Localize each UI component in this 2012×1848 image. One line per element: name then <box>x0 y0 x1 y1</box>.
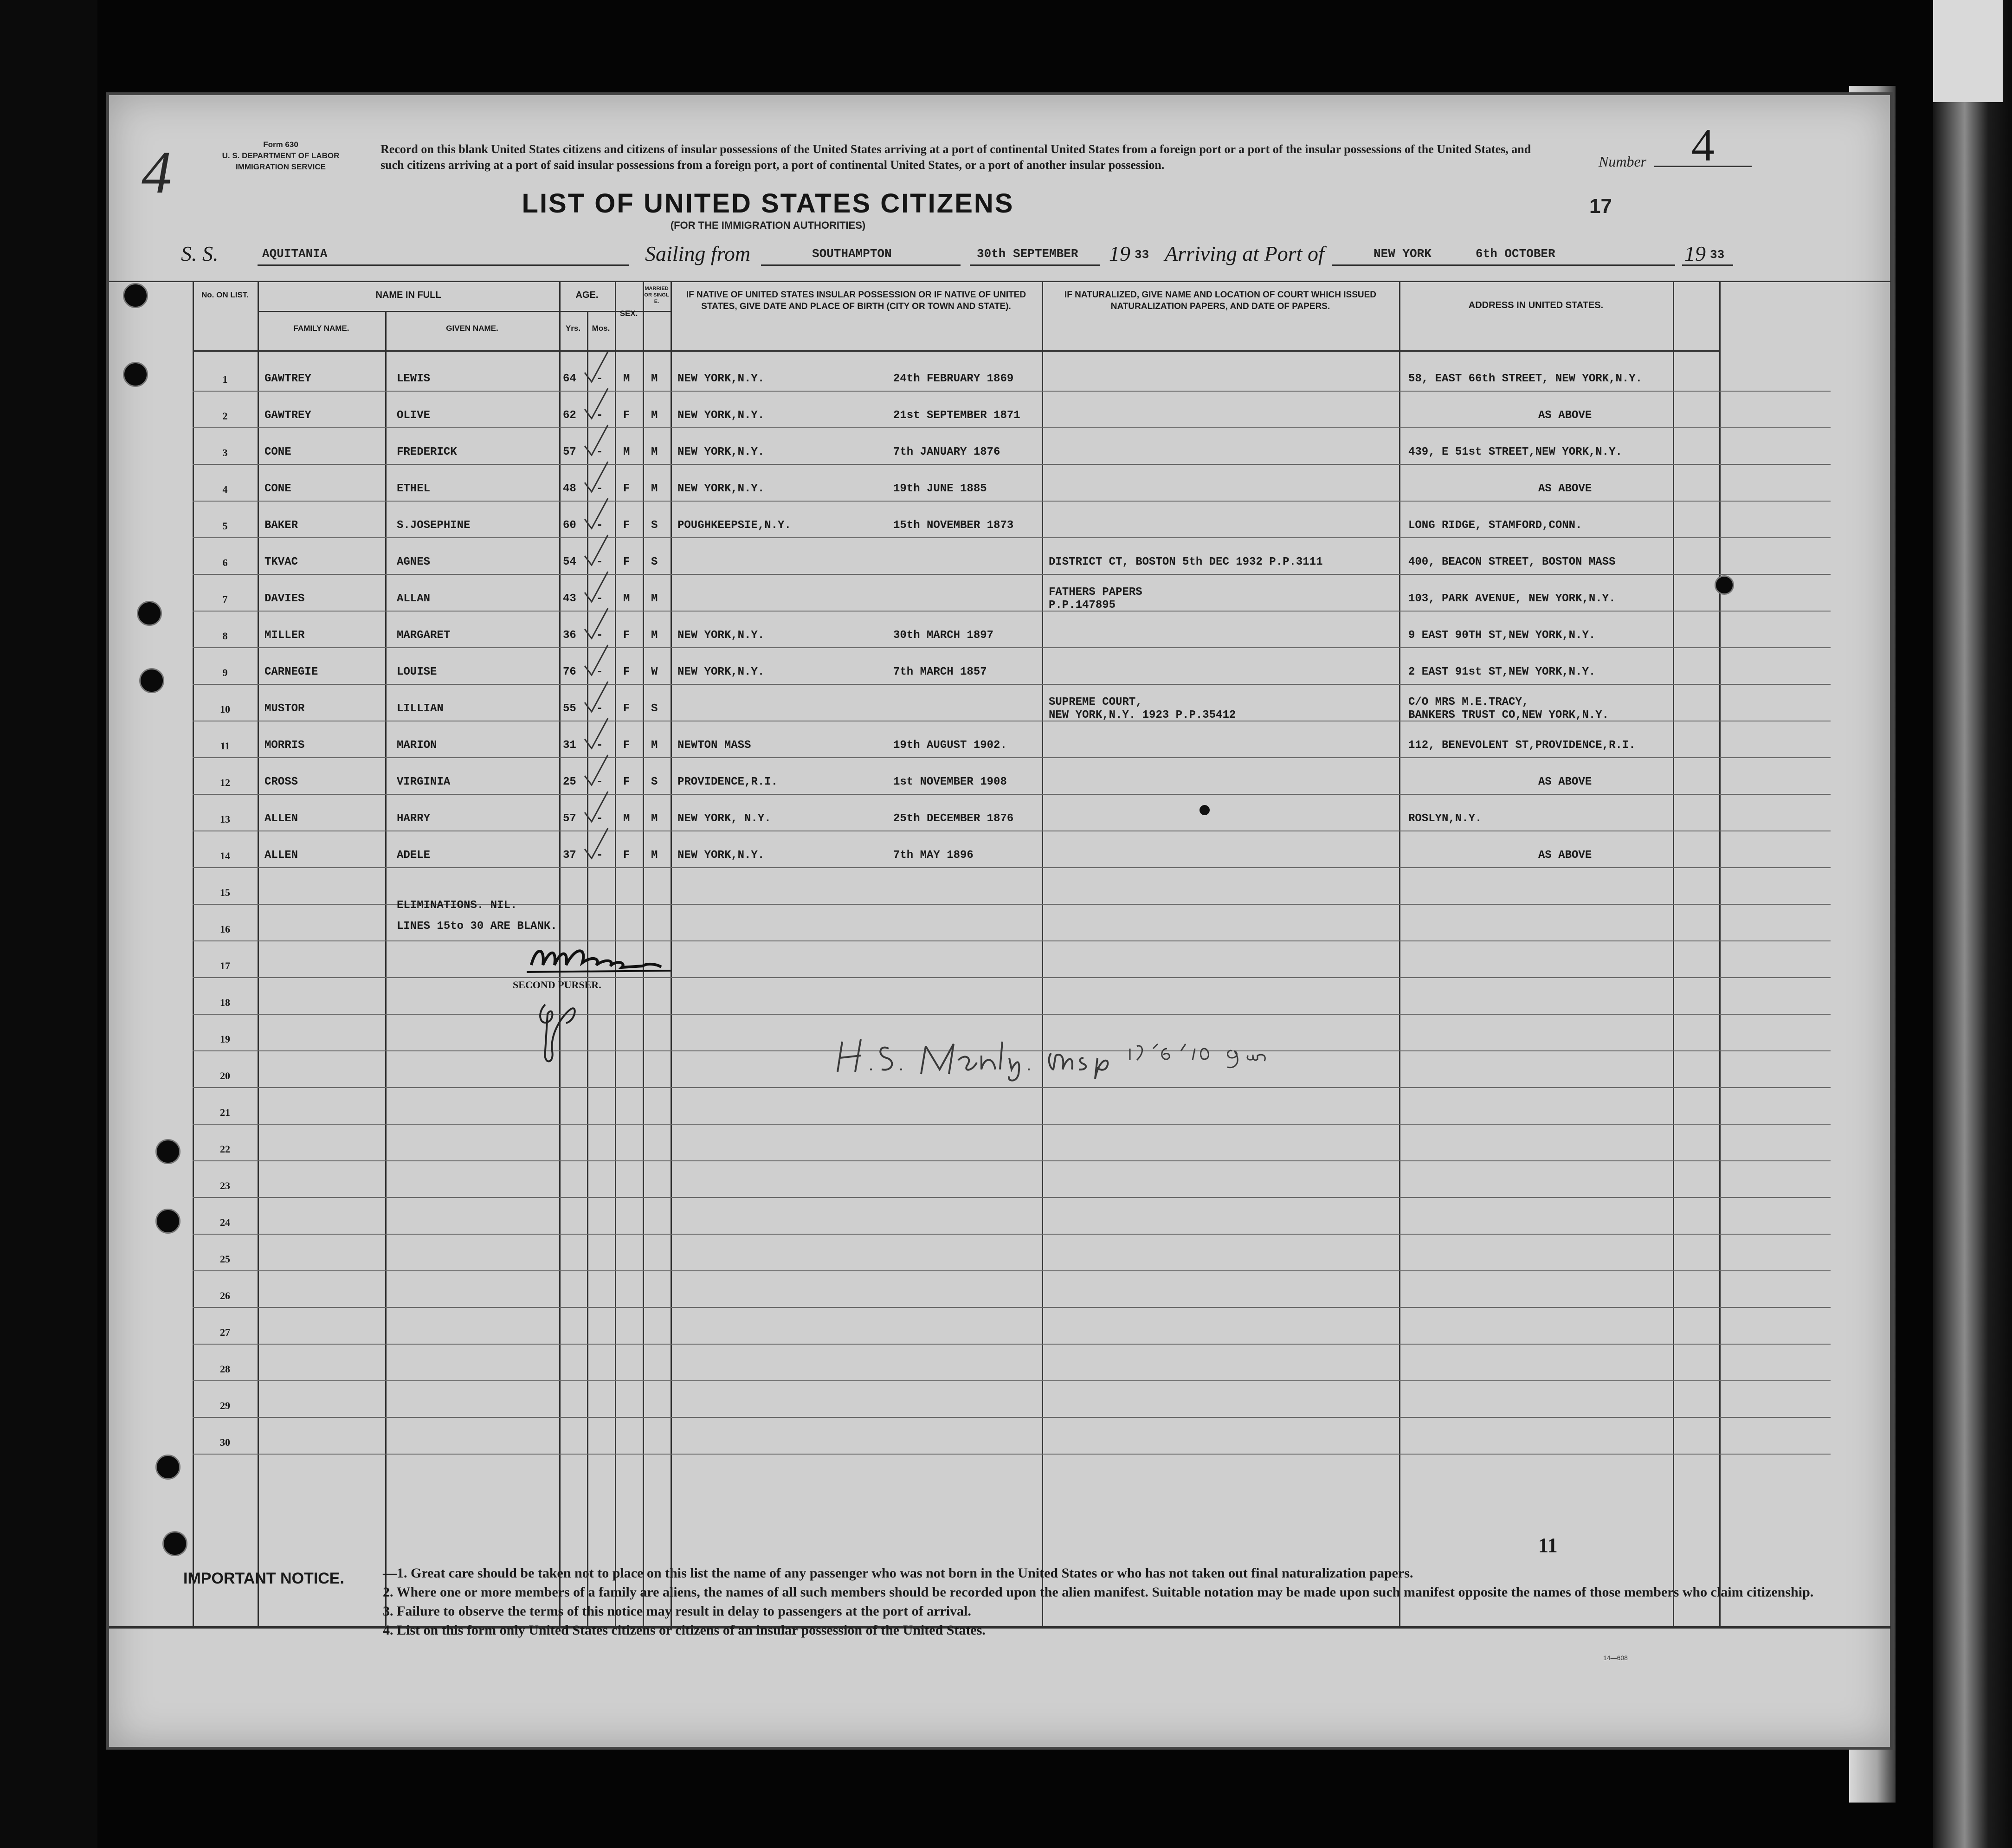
birth-place: POUGHKEEPSIE,N.Y. <box>677 519 791 532</box>
voyage-line <box>181 241 1759 269</box>
punch-hole <box>1715 575 1734 595</box>
address: 9 EAST 90TH ST,NEW YORK,N.Y. <box>1408 629 1596 642</box>
row-divider <box>193 1454 1831 1455</box>
punch-hole <box>123 283 148 308</box>
port-to: NEW YORK <box>1374 247 1432 261</box>
purser-title: SECOND PURSER. <box>513 979 601 991</box>
age-months: - <box>596 446 603 458</box>
row-divider <box>193 501 1831 502</box>
age-years: 36 <box>563 629 576 642</box>
row-divider <box>193 684 1831 685</box>
birth-place: NEW YORK,N.Y. <box>677 483 765 495</box>
eliminations-note: ELIMINATIONS. NIL. <box>397 899 517 912</box>
arrival-year: 33 <box>1710 248 1725 262</box>
col-address-header: ADDRESS IN UNITED STATES. <box>1468 300 1604 310</box>
header-subline <box>258 311 671 312</box>
sex: F <box>623 776 630 788</box>
given-name: OLIVE <box>397 409 431 422</box>
row-divider <box>193 794 1831 795</box>
col-naturalized-header: IF NATURALIZED, GIVE NAME AND LOCATION OF COURT WHICH ISSUED NATURALIZATION PAPERS, AND DATE OF PAPERS. <box>1064 290 1376 311</box>
marital-status: M <box>651 629 658 642</box>
col-sex-header: SEX. <box>619 309 638 318</box>
page-marker: 4 <box>142 139 172 206</box>
punch-hole <box>162 1531 187 1556</box>
notice-item: —1. Great care should be taken not to place on this list the name of any passenger who was not born in the United States or who has not taken out final naturalization papers. <box>383 1565 1413 1581</box>
ss-label: S. S. <box>181 242 219 265</box>
birth-date: 19th AUGUST 1902. <box>893 739 1007 752</box>
age-months: - <box>596 373 603 385</box>
row-divider <box>193 977 1831 978</box>
arrival-year-prefix: 19 <box>1684 242 1706 265</box>
marital-status: M <box>651 592 658 605</box>
row-number: 14 <box>220 850 230 862</box>
address: 103, PARK AVENUE, NEW YORK,N.Y. <box>1408 592 1616 605</box>
family-name: CONE <box>264 446 291 458</box>
family-name: CONE <box>264 483 291 495</box>
row-number: 2 <box>222 410 228 422</box>
col-border <box>1042 281 1043 1626</box>
col-age-header: AGE. <box>575 290 599 300</box>
marital-status: S <box>651 776 658 788</box>
sail-year-prefix: 19 <box>1109 242 1130 265</box>
birth-place: NEW YORK,N.Y. <box>677 373 765 385</box>
birth-date: 15th NOVEMBER 1873 <box>893 519 1014 532</box>
row-number: 6 <box>222 557 228 568</box>
arriving-label: Arriving at Port of <box>1165 242 1324 265</box>
marital-status: M <box>651 483 658 495</box>
given-name: AGNES <box>397 556 431 568</box>
row-number: 24 <box>220 1217 230 1228</box>
sex: M <box>623 446 630 458</box>
age-months: - <box>596 409 603 422</box>
address: 2 EAST 91st ST,NEW YORK,N.Y. <box>1408 666 1596 678</box>
row-divider <box>193 1307 1831 1308</box>
age-years: 43 <box>563 592 576 605</box>
col-no-header: No. ON LIST. <box>201 290 249 299</box>
row-number: 20 <box>220 1070 230 1082</box>
given-name: S.JOSEPHINE <box>397 519 471 532</box>
age-months: - <box>596 519 603 532</box>
sex: F <box>623 666 630 678</box>
row-divider <box>193 391 1831 392</box>
check-mark <box>582 606 610 643</box>
manifest-page <box>109 95 1890 1747</box>
check-mark <box>582 459 610 496</box>
birth-place: NEW YORK,N.Y. <box>677 409 765 422</box>
age-years: 76 <box>563 666 576 678</box>
row-divider <box>193 1087 1831 1088</box>
check-mark <box>582 386 610 423</box>
col-border <box>1719 281 1721 1626</box>
naturalization-court: DISTRICT CT, BOSTON 5th DEC 1932 P.P.3111 <box>1049 556 1323 568</box>
given-name: LILLIAN <box>397 702 444 715</box>
film-border-corner <box>1933 0 2003 102</box>
address-line-2: BANKERS TRUST CO,NEW YORK,N.Y. <box>1408 709 1609 721</box>
marital-status: S <box>651 519 658 532</box>
given-name: VIRGINIA <box>397 776 451 788</box>
department-name: U. S. DEPARTMENT OF LABOR <box>222 151 340 160</box>
row-number: 9 <box>222 667 228 678</box>
family-name: GAWTREY <box>264 409 311 422</box>
age-years: 57 <box>563 446 576 458</box>
purser-signature <box>522 937 675 979</box>
marital-status: M <box>651 409 658 422</box>
age-months: - <box>596 812 603 825</box>
address: AS ABOVE <box>1538 849 1592 862</box>
address: 58, EAST 66th STREET, NEW YORK,N.Y. <box>1408 373 1643 385</box>
arrival-date: 6th OCTOBER <box>1476 247 1555 261</box>
row-divider <box>193 537 1831 538</box>
address: AS ABOVE <box>1538 409 1592 422</box>
age-years: 37 <box>563 849 576 862</box>
naturalization-detail: NEW YORK,N.Y. 1923 P.P.35412 <box>1049 709 1236 721</box>
row-number: 15 <box>220 887 230 898</box>
row-divider <box>193 1197 1831 1198</box>
notice-item: 2. Where one or more members of a family are aliens, the names of all such members should be recorded upon the alien manifest. Suitable notation may be made upon such manifest opposite the names of those members who claim citizenship. <box>383 1584 1814 1600</box>
marital-status: M <box>651 739 658 752</box>
row-divider <box>193 1344 1831 1345</box>
given-name: LEWIS <box>397 373 431 385</box>
family-name: MUSTOR <box>264 702 305 715</box>
row-number: 8 <box>222 630 228 642</box>
row-number: 30 <box>220 1436 230 1448</box>
row-divider <box>193 757 1831 758</box>
sex: F <box>623 629 630 642</box>
header-bottom-line <box>193 350 1719 352</box>
row-divider <box>193 867 1831 868</box>
birth-place: PROVIDENCE,R.I. <box>677 776 778 788</box>
col-family-header: FAMILY NAME. <box>293 324 349 333</box>
row-divider <box>193 1234 1831 1235</box>
row-divider <box>193 1124 1831 1125</box>
row-divider <box>193 611 1831 612</box>
col-yrs-header: Yrs. <box>565 324 581 333</box>
blank-lines-note: LINES 15to 30 ARE BLANK. <box>397 920 557 933</box>
age-years: 60 <box>563 519 576 532</box>
punch-hole <box>155 1209 181 1234</box>
check-mark <box>582 496 610 533</box>
notice-item: 3. Failure to observe the terms of this notice may result in delay to passengers at the port of arrival. <box>383 1603 971 1619</box>
family-name: ALLEN <box>264 812 298 825</box>
naturalization-court: FATHERS PAPERS <box>1049 586 1142 599</box>
port-to-underline <box>1332 264 1675 266</box>
row-divider <box>193 1160 1831 1161</box>
list-number: 4 <box>1654 123 1752 167</box>
port-from-underline <box>761 264 961 266</box>
birth-date: 7th MARCH 1857 <box>893 666 987 678</box>
age-months: - <box>596 483 603 495</box>
inspector-signature <box>833 1032 1334 1083</box>
given-name: ETHEL <box>397 483 431 495</box>
address: 112, BENEVOLENT ST,PROVIDENCE,R.I. <box>1408 739 1636 752</box>
check-mark <box>582 716 610 753</box>
naturalization-court: SUPREME COURT, <box>1049 696 1142 708</box>
row-number: 18 <box>220 997 230 1008</box>
age-years: 48 <box>563 483 576 495</box>
sex: F <box>623 409 630 422</box>
form-identifier <box>197 139 364 173</box>
age-years: 64 <box>563 373 576 385</box>
sailing-from-label: Sailing from <box>645 242 751 265</box>
birth-date: 25th DECEMBER 1876 <box>893 812 1014 825</box>
row-number: 22 <box>220 1143 230 1155</box>
col-married-header: MARRIED OR SINGLE. <box>644 286 669 304</box>
given-name: MARION <box>397 739 437 752</box>
sail-date: 30th SEPTEMBER <box>977 247 1078 261</box>
check-mark <box>582 349 610 386</box>
age-months: - <box>596 739 603 752</box>
row-divider <box>193 940 1831 941</box>
family-name: TKVAC <box>264 556 298 568</box>
row-divider <box>193 427 1831 428</box>
row-number: 1 <box>222 373 228 385</box>
sail-date-underline <box>970 264 1100 266</box>
birth-date: 21st SEPTEMBER 1871 <box>893 409 1020 422</box>
check-mark <box>582 789 610 826</box>
row-number: 23 <box>220 1180 230 1191</box>
sex: F <box>623 849 630 862</box>
age-years: 55 <box>563 702 576 715</box>
given-name: ALLAN <box>397 592 431 605</box>
sex: F <box>623 556 630 568</box>
punch-hole <box>137 601 162 626</box>
row-number: 25 <box>220 1253 230 1265</box>
row-number: 10 <box>220 703 230 715</box>
row-number: 26 <box>220 1290 230 1301</box>
sex: F <box>623 702 630 715</box>
marital-status: M <box>651 849 658 862</box>
form-number: Form 630 <box>263 140 298 149</box>
row-number: 5 <box>222 520 228 532</box>
page-title: LIST OF UNITED STATES CITIZENS <box>522 188 1014 219</box>
age-months: - <box>596 629 603 642</box>
marital-status: M <box>651 373 658 385</box>
row-divider <box>193 1270 1831 1271</box>
ink-dot <box>1199 805 1210 815</box>
age-years: 31 <box>563 739 576 752</box>
sail-year: 33 <box>1135 248 1149 262</box>
number-label: Number <box>1599 153 1647 170</box>
birth-date: 7th JANUARY 1876 <box>893 446 1000 458</box>
col-border <box>1399 281 1400 1626</box>
notice-list <box>383 1564 1821 1640</box>
punch-hole <box>123 362 148 387</box>
birth-date: 24th FEBRUARY 1869 <box>893 373 1014 385</box>
port-from: SOUTHAMPTON <box>812 247 892 261</box>
given-name: LOUISE <box>397 666 437 678</box>
family-name: ALLEN <box>264 849 298 862</box>
col-border <box>193 281 194 1626</box>
row-divider <box>193 1014 1831 1015</box>
col-mos-header: Mos. <box>592 324 610 333</box>
family-name: GAWTREY <box>264 373 311 385</box>
family-name: MILLER <box>264 629 305 642</box>
birth-place: NEW YORK,N.Y. <box>677 629 765 642</box>
marital-status: M <box>651 812 658 825</box>
row-number: 13 <box>220 813 230 825</box>
col-birth-header: IF NATIVE OF UNITED STATES INSULAR POSSESSION OR IF NATIVE OF UNITED STATES, GIVE DATE AND PLACE OF BIRTH (CITY OR TOWN AND STATE). <box>686 290 1026 311</box>
row-number: 16 <box>220 923 230 935</box>
age-months: - <box>596 666 603 678</box>
film-border-left <box>0 0 97 1848</box>
form-code: 14—608 <box>1603 1654 1628 1661</box>
family-name: BAKER <box>264 519 298 532</box>
age-months: - <box>596 592 603 605</box>
sex: M <box>623 373 630 385</box>
initials-signature <box>534 995 585 1074</box>
ship-name: AQUITANIA <box>262 247 328 261</box>
punch-hole <box>155 1139 181 1164</box>
age-years: 62 <box>563 409 576 422</box>
sex: F <box>623 519 630 532</box>
row-number: 27 <box>220 1326 230 1338</box>
punch-hole <box>155 1455 181 1480</box>
row-number: 4 <box>222 483 228 495</box>
given-name: MARGARET <box>397 629 451 642</box>
address: 400, BEACON STREET, BOSTON MASS <box>1408 556 1616 568</box>
col-name-header: NAME IN FULL <box>375 290 441 300</box>
address: AS ABOVE <box>1538 776 1592 788</box>
birth-place: NEW YORK,N.Y. <box>677 666 765 678</box>
sex: M <box>623 592 630 605</box>
given-name: FREDERICK <box>397 446 457 458</box>
age-months: - <box>596 776 603 788</box>
age-months: - <box>596 849 603 862</box>
row-number: 7 <box>222 593 228 605</box>
birth-date: 19th JUNE 1885 <box>893 483 987 495</box>
ship-underline <box>258 264 629 266</box>
arrival-year-underline <box>1682 264 1733 266</box>
marital-status: W <box>651 666 658 678</box>
birth-place: NEW YORK,N.Y. <box>677 446 765 458</box>
col-border <box>258 281 259 1626</box>
age-years: 57 <box>563 812 576 825</box>
birth-place: NEWTON MASS <box>677 739 751 752</box>
col-given-header: GIVEN NAME. <box>446 324 498 333</box>
check-mark <box>582 753 610 790</box>
age-years: 25 <box>563 776 576 788</box>
birth-date: 30th MARCH 1897 <box>893 629 994 642</box>
instruction-text: Record on this blank United States citizens and citizens of insular possessions of the United States arriving at a port of continental United States from a foreign port or a port of the insular possessions of the United States, and such citizens arriving at a port of said insular possessions from a foreign port, a port of continental United States, or a port of another insular possession. <box>380 142 1531 172</box>
address: ROSLYN,N.Y. <box>1408 812 1482 825</box>
punch-hole <box>139 668 164 693</box>
page-subtitle: (FOR THE IMMIGRATION AUTHORITIES) <box>670 219 866 231</box>
table-top-border-2 <box>109 281 1891 282</box>
film-border-right <box>1933 0 2012 1848</box>
row-number: 19 <box>220 1033 230 1045</box>
address: 439, E 51st STREET,NEW YORK,N.Y. <box>1408 446 1622 458</box>
age-months: - <box>596 556 603 568</box>
check-mark <box>582 643 610 680</box>
birth-place: NEW YORK, N.Y. <box>677 812 771 825</box>
family-name: MORRIS <box>264 739 305 752</box>
check-mark <box>582 569 610 606</box>
birth-date: 7th MAY 1896 <box>893 849 974 862</box>
row-divider <box>193 1417 1831 1418</box>
notice-title: IMPORTANT NOTICE. <box>183 1570 344 1587</box>
row-number: 29 <box>220 1400 230 1411</box>
row-divider <box>193 647 1831 648</box>
check-mark <box>582 826 610 863</box>
marital-status: M <box>651 446 658 458</box>
check-mark <box>582 679 610 716</box>
row-number: 3 <box>222 447 228 458</box>
birth-date: 1st NOVEMBER 1908 <box>893 776 1007 788</box>
sex: F <box>623 483 630 495</box>
age-years: 54 <box>563 556 576 568</box>
row-number: 21 <box>220 1107 230 1118</box>
family-name: CROSS <box>264 776 298 788</box>
sex: M <box>623 812 630 825</box>
family-name: DAVIES <box>264 592 305 605</box>
age-months: - <box>596 702 603 715</box>
check-mark <box>582 423 610 460</box>
row-number: 11 <box>220 740 230 752</box>
notice-item: 4. List on this form only United States citizens or citizens of an insular possession of the United States. <box>383 1623 986 1638</box>
sex: F <box>623 739 630 752</box>
family-name: CARNEGIE <box>264 666 318 678</box>
service-name: IMMIGRATION SERVICE <box>236 162 326 171</box>
address: C/O MRS M.E.TRACY, <box>1408 696 1529 708</box>
given-name: ADELE <box>397 849 431 862</box>
birth-place: NEW YORK,N.Y. <box>677 849 765 862</box>
row-divider <box>193 1380 1831 1381</box>
col-border <box>1673 281 1674 1626</box>
row-number: 28 <box>220 1363 230 1375</box>
naturalization-detail: P.P.147895 <box>1049 599 1116 612</box>
sheet-number: 17 <box>1589 195 1612 218</box>
tally-mark: 11 <box>1538 1534 1558 1557</box>
check-mark <box>582 533 610 570</box>
col-border <box>385 311 387 1626</box>
marital-status: S <box>651 702 658 715</box>
given-name: HARRY <box>397 812 431 825</box>
address: AS ABOVE <box>1538 483 1592 495</box>
row-divider <box>193 464 1831 465</box>
manifest-table <box>109 281 1891 1629</box>
address: LONG RIDGE, STAMFORD,CONN. <box>1408 519 1582 532</box>
row-number: 12 <box>220 777 230 788</box>
marital-status: S <box>651 556 658 568</box>
row-number: 17 <box>220 960 230 972</box>
row-divider <box>193 574 1831 575</box>
